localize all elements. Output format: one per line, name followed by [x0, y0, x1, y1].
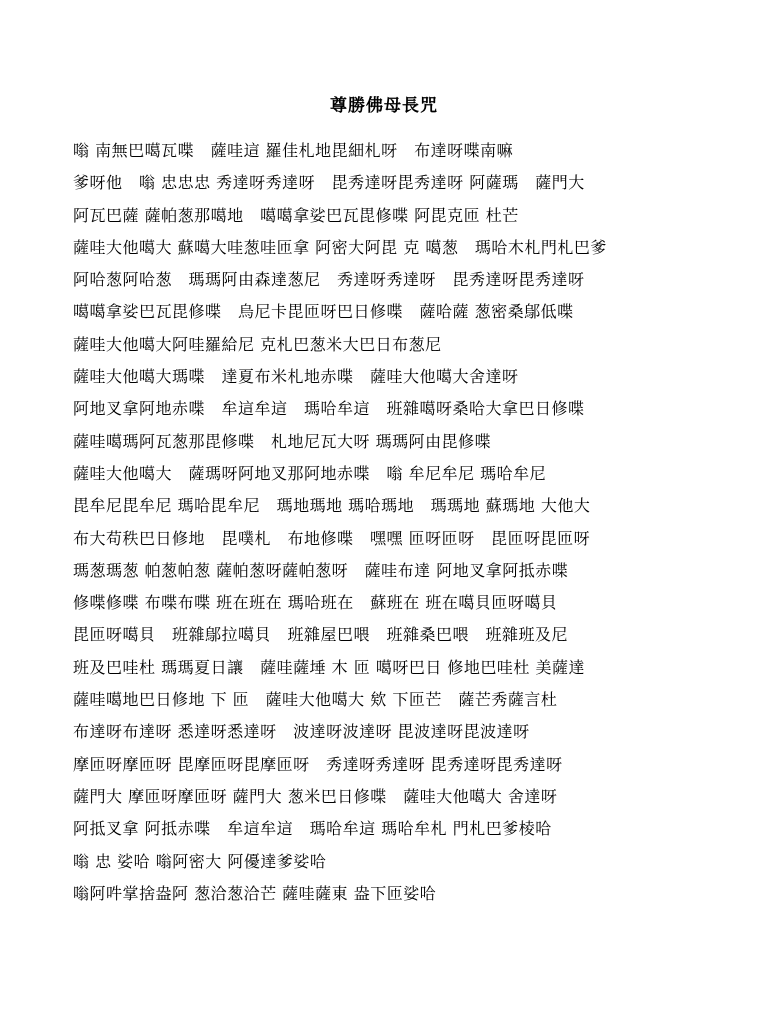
text-line: 薩哇噶地巴日修地 下 匝 薩哇大他噶大 欸 下匝芒 薩芒秀薩言杜: [73, 690, 558, 710]
document-title: 尊勝佛母長咒: [330, 96, 438, 116]
text-line: 薩哇噶瑪阿瓦葱那毘修喋 札地尼瓦大呀 瑪瑪阿由毘修喋: [73, 431, 492, 451]
text-line: 修喋修喋 布喋布喋 班在班在 瑪哈班在 蘇班在 班在噶貝匝呀噶貝: [73, 593, 558, 613]
text-line: 嗡 南無巴噶瓦喋 薩哇這 羅佳札地毘細札呀 布達呀喋南嘛: [73, 141, 514, 160]
text-line: 瑪葱瑪葱 帕葱帕葱 薩帕葱呀薩帕葱呀 薩哇布達 阿地叉拿阿抵赤喋: [73, 560, 569, 580]
text-line: 布大苟秩巴日修地 毘噗札 布地修喋 嘿嘿 匝呀匝呀 毘匝呀毘匝呀: [73, 528, 591, 548]
text-line: 嗡阿吽掌捨盎阿 葱洽葱洽芒 薩哇薩東 盎下匝娑哈: [73, 883, 437, 903]
text-line: 薩哇大他噶大 薩瑪呀阿地叉那阿地赤喋 嗡 牟尼牟尼 瑪哈牟尼: [73, 463, 547, 483]
text-line: 噶噶拿娑巴瓦毘修喋 烏尼卡毘匝呀巴日修喋 薩哈薩 葱密桑鄔低喋: [73, 302, 574, 322]
text-line: 摩匝呀摩匝呀 毘摩匝呀毘摩匝呀 秀達呀秀達呀 毘秀達呀毘秀達呀: [73, 754, 563, 774]
mantra-text-body: [73, 135, 733, 910]
text-line: 阿哈葱阿哈葱 瑪瑪阿由森達葱尼 秀達呀秀達呀 毘秀達呀毘秀達呀: [73, 270, 585, 290]
text-line: 阿抵叉拿 阿抵赤喋 牟這牟這 瑪哈牟這 瑪哈牟札 門札巴爹棱哈: [73, 819, 552, 839]
text-line: 嗡 忠 娑哈 嗡阿密大 阿優達爹娑哈: [73, 851, 327, 871]
text-line: 阿瓦巴薩 薩帕葱那噶地 噶噶拿娑巴瓦毘修喋 阿毘克匝 杜芒: [73, 205, 519, 225]
text-line: 薩哇大他噶大瑪喋 達夏布米札地赤喋 薩哇大他噶大舍達呀: [73, 367, 519, 387]
text-line: 班及巴哇杜 瑪瑪夏日讓 薩哇薩埵 木 匝 噶呀巴日 修地巴哇杜 美薩達: [73, 657, 586, 677]
text-line: 爹呀他 嗡 忠忠忠 秀達呀秀達呀 毘秀達呀毘秀達呀 阿薩瑪 薩門大: [73, 173, 585, 193]
text-line: 布達呀布達呀 悉達呀悉達呀 波達呀波達呀 毘波達呀毘波達呀: [73, 722, 530, 742]
text-line: 阿地叉拿阿地赤喋 牟這牟這 瑪哈牟這 班雜噶呀桑哈大拿巴日修喋: [73, 399, 585, 419]
text-line: 薩哇大他噶大阿哇羅給尼 克札巴葱米大巴日布葱尼: [73, 334, 442, 354]
text-line: 薩哇大他噶大 蘇噶大哇葱哇匝拿 阿密大阿毘 克 噶葱 瑪哈木札門札巴爹: [73, 237, 607, 257]
text-line: 毘匝呀噶貝 班雜鄔拉噶貝 班雜屋巴喂 班雜桑巴喂 班雜班及尼: [73, 625, 569, 645]
text-line: 毘牟尼毘牟尼 瑪哈毘牟尼 瑪地瑪地 瑪哈瑪地 瑪瑪地 蘇瑪地 大他大: [73, 496, 591, 516]
text-line: 薩門大 摩匝呀摩匝呀 薩門大 葱米巴日修喋 薩哇大他噶大 舍達呀: [73, 786, 558, 806]
